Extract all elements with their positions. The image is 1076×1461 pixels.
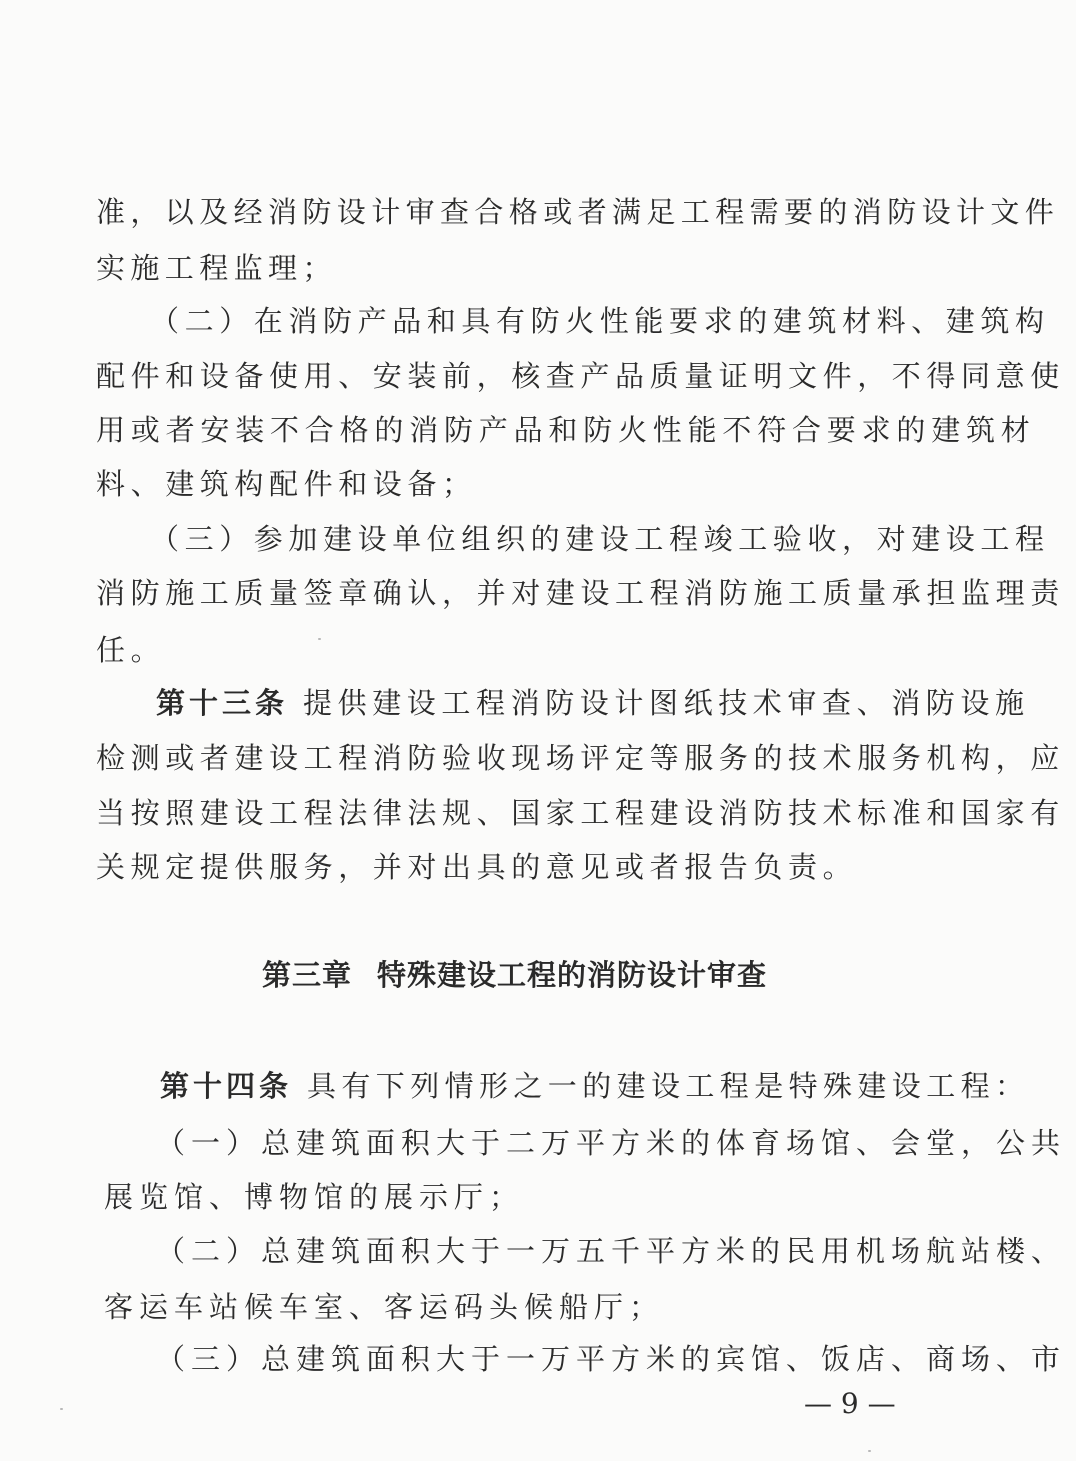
article13-label: 第十三条 bbox=[156, 686, 289, 720]
chapter3-label: 第三章 bbox=[262, 958, 353, 992]
chapter3-title: 特殊建设工程的消防设计审查 bbox=[377, 958, 768, 992]
scan-speck bbox=[868, 1450, 871, 1452]
clause12-cont-line1: 准，以及经消防设计审查合格或者满足工程需要的消防设计文件 bbox=[96, 195, 1060, 229]
scan-speck bbox=[60, 1408, 63, 1410]
article14-line1: 具有下列情形之一的建设工程是特殊建设工程： bbox=[307, 1069, 1030, 1103]
clause12-item2-line2: 配件和设备使用、安装前，核查产品质量证明文件，不得同意使 bbox=[96, 359, 1065, 393]
clause12-cont-line2: 实施工程监理； bbox=[96, 251, 337, 285]
article14-item1-line1: （一）总建筑面积大于二万平方米的体育场馆、会堂，公共 bbox=[156, 1126, 1067, 1160]
clause12-item2-line3: 用或者安装不合格的消防产品和防火性能不符合要求的建筑材 bbox=[96, 413, 1036, 447]
article13-line3: 当按照建设工程法律法规、国家工程建设消防技术标准和国家有 bbox=[96, 796, 1065, 830]
clause12-item2-line1: （二）在消防产品和具有防火性能要求的建筑材料、建筑构 bbox=[150, 304, 1050, 338]
scan-speck bbox=[318, 638, 321, 640]
article14-item2-line1: （二）总建筑面积大于一万五千平方米的民用机场航站楼、 bbox=[156, 1234, 1067, 1268]
clause12-item3-line1: （三）参加建设单位组织的建设工程竣工验收，对建设工程 bbox=[150, 522, 1050, 556]
clause12-item2-line4: 料、建筑构配件和设备； bbox=[96, 467, 477, 501]
article13-line4: 关规定提供服务，并对出具的意见或者报告负责。 bbox=[96, 850, 858, 884]
article13-line1: 提供建设工程消防设计图纸技术审查、消防设施 bbox=[303, 686, 1030, 720]
article14-item1-line2: 展览馆、博物馆的展示厅； bbox=[104, 1180, 525, 1214]
article14-label: 第十四条 bbox=[160, 1069, 293, 1103]
article13-line2: 检测或者建设工程消防验收现场评定等服务的技术服务机构，应 bbox=[96, 741, 1065, 775]
article14-item2-line2: 客运车站候车室、客运码头候船厅； bbox=[104, 1290, 665, 1324]
clause12-item3-line3: 任。 bbox=[96, 633, 166, 667]
article14-item3-line1: （三）总建筑面积大于一万平方米的宾馆、饭店、商场、市 bbox=[156, 1342, 1067, 1376]
page-number: — 9 — bbox=[804, 1387, 896, 1420]
clause12-item3-line2: 消防施工质量签章确认，并对建设工程消防施工质量承担监理责 bbox=[96, 576, 1065, 610]
